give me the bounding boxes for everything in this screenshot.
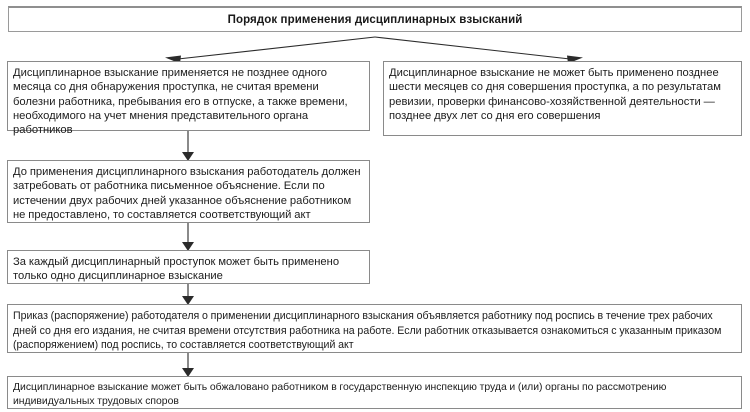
connector-title-to-right1: [375, 37, 570, 59]
node-right-1-text: Дисциплинарное взыскание не может быть применено позднее шести месяцев со дня совершения проступка, а по результатам ревизии, проверки финансово-хозяйственной деятельности — позднее двух лет со дня его совершения: [389, 67, 721, 122]
node-title-box: [8, 6, 742, 32]
node-right-1: [383, 61, 742, 136]
node-wide-1-text: Приказ (распоряжение) работодателя о применении дисциплинарного взыскания объявляется работнику под роспись в течение трех рабочих дней со дня его издания, не считая времени отсутствия работника на работе. Если работник отказывается ознакомиться с указанным приказом (распоряжением) под роспись, то составляется соответствующий акт: [13, 310, 722, 352]
node-wide-2-text: Дисциплинарное взыскание может быть обжаловано работником в государственную инспекцию труда и (или) органы по рассмотрению индивидуальных трудовых споров: [13, 382, 667, 408]
connector-title-to-left1: [178, 37, 375, 59]
node-left-3: [7, 250, 370, 284]
node-left-2-text: До применения дисциплинарного взыскания работодатель должен затребовать от работника письменное объяснение. Если по истечении двух рабочих дней указанное объяснение работником не предоставлено, то составляется соответствующий акт: [13, 166, 361, 221]
node-wide-1: [7, 304, 742, 353]
title-text: Порядок применения дисциплинарных взысканий: [227, 13, 523, 26]
node-left-2: [7, 160, 370, 223]
node-wide-2: [7, 376, 742, 409]
node-left-3-text: За каждый дисциплинарный проступок может быть применено только одно дисциплинарное взыскание: [13, 256, 340, 283]
node-left-1-text: Дисциплинарное взыскание применяется не позднее одного месяца со дня обнаружения проступка, не считая времени болезни работника, пребывания его в отпуске, а также времени, необходимого на учет мнения представительного органа работников: [13, 67, 348, 137]
node-left-1: [7, 61, 370, 137]
